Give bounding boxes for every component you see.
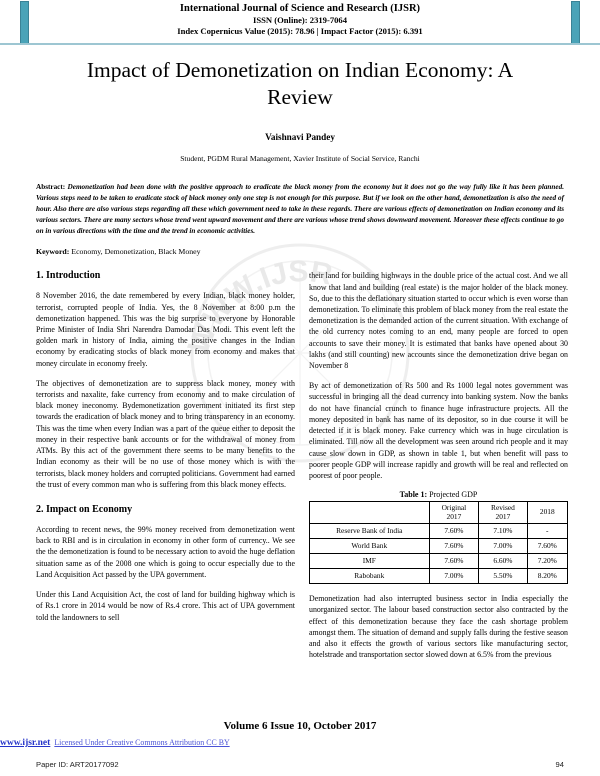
table-header-original-line1: Original: [441, 503, 467, 513]
impact-paragraph-1: According to recent news, the 99% money received from demonetization went back to RBI and is in circulation in economy in other form of currency.. We see the the demonetization is found to be necessary action to avoid the huge deflation situation same as of the 2008 one which is going to occur especially due to the Land Acquisition Act passed by the UPA government.: [36, 525, 295, 579]
cell-original-2017: 7.60%: [429, 524, 479, 539]
journal-issn: ISSN (Online): 2319-7064: [252, 15, 348, 26]
impact-paragraph-2: Under this Land Acquisition Act, the cost of land for building highway which is of Rs.1 crore in 2014 would be now of Rs.4 crore. This act of UPA government told the landowners to sell: [36, 590, 295, 622]
journal-website-link[interactable]: www.ijsr.net: [0, 738, 51, 748]
projected-gdp-table: [309, 501, 568, 584]
intro-paragraph-1: 8 November 2016, the date remembered by every Indian, black money holder, terrorist, corrupted people of India. Yes, the 8 November at 8:00 p.m the demonetization happened. This was the big surprise to everyone by Honorable Prime Minister of India Shri Narendra Damodar Das Modi. This event left the golden mark in history of India, aiming the positive changes in the Indian economy by eradicating stocks of black money from economy and makes that money circulate in economy freely.: [36, 291, 295, 368]
cell-revised-2017: 5.50%: [479, 569, 527, 584]
keywords-text: Economy, Demonetization, Black Money: [69, 247, 201, 257]
cell-institution: IMF: [310, 554, 430, 569]
intro-paragraph-2: The objectives of demonetization are to suppress black money, money with terrorists and naxalite, fake currency from economy and to make circulation of black money ineconomy. Bydemonetization government initiated its first step towards the eradication of black money and to bring transparency in an economy. This was the time when every Indian was a part of the queue either to deposit the money in their respective bank accounts or for the withdrawal of money from ATMs. By this act of the government there seems to be many benefits to the Indian economy as their will be no use of those money which is with the terrorists, black money holders and corrupted politicians. Government had earned the trust of every common man who is suffering from this black money effects.: [36, 378, 295, 489]
page-title: Impact of Demonetization on Indian Economy: A Review: [86, 58, 514, 109]
cell-revised-2017: 6.60%: [479, 554, 527, 569]
cell-revised-2017: 7.00%: [479, 539, 527, 554]
journal-name: International Journal of Science and Research (IJSR): [179, 3, 421, 14]
masthead: [0, 0, 600, 46]
table-header-2018: 2018: [527, 502, 567, 524]
table-row: [310, 539, 568, 554]
table-header-institution: [310, 502, 430, 524]
cell-institution: World Bank: [310, 539, 430, 554]
cell-original-2017: 7.60%: [429, 554, 479, 569]
right-column: [309, 270, 568, 700]
cell-revised-2017: 7.10%: [479, 524, 527, 539]
cell-2018: 8.20%: [527, 569, 567, 584]
table-header-revised-line2: 2017: [495, 511, 511, 521]
cell-institution: Reserve Bank of India: [310, 524, 430, 539]
masthead-text-block: [0, 3, 600, 36]
section-heading-impact-on-economy: 2. Impact on Economy: [36, 504, 133, 516]
footer-meta-row: [36, 760, 564, 769]
cell-2018: 7.60%: [527, 539, 567, 554]
cell-2018: -: [527, 524, 567, 539]
abstract-label: Abstract:: [36, 183, 66, 192]
abstract-text: Demonetization had been done with the positive approach to eradicate the black money from the economy but it does not go the way fully like it has been planned. Various steps need to be taken to eradicate stock of black money only one step is not enough for this purpose. But if we look on the other hand, demonetization is also the need of hour. Also there are also various steps regarding all these which government need to take in these regards. There are various effects of demonetization on Indian economy and its various sectors. There are many sectors whose trend went upward movement and there are various whose trend shows downward movement. Moreover these effects continue to go on in various directions with the time and the trend in economic activities.: [36, 183, 564, 235]
table-header-row: [310, 502, 568, 524]
right-paragraph-2: By act of demonetization of Rs 500 and Rs 1000 legal notes government was successful in bringing all the dead currency into banking system. Now the banks do not have financial crunch to finance huge infrastructure projects. All the money deposited in bank has name of its depositor, so in due course it will be detected if it is black money. Fake currency which was in huge circulation is eliminated. Till now all the development was seen around rich people and it may cause slow down in GDP, as shown in table 1, but when benefit will pass to poorer people GDP will increase rapidly and growth will be real and reflected on poorest of poor people.: [309, 381, 568, 481]
two-column-body: [36, 270, 568, 700]
right-paragraph-3: Demonetization had also interrupted business sector in India especially the unorganized sector. The labour based construction sector also contracted by the effect of this demonetization because they face the cash shortage problem amongst them. The situation of demand and supply falls during the festive season and also it effects the growth of various sectors like manufacturing sector, hotelstrade and transportation sector slowed down at 6.5% from the previous: [309, 594, 568, 660]
cell-original-2017: 7.00%: [429, 569, 479, 584]
section-heading-introduction: 1. Introduction: [36, 270, 101, 282]
keywords-line: [36, 247, 564, 256]
author-name: Vaishnavi Pandey: [265, 132, 335, 143]
license-link[interactable]: Licensed Under Creative Commons Attribution CC BY: [54, 738, 230, 747]
table-header: [310, 502, 568, 524]
right-paragraph-1: their land for building highways in the double price of the actual cost. And we all know that land and building (real estate) is the major holder of the black money. So, due to this the deflationary situation started to occur which is even worse than demonetization. To eliminate this problem of black money from the real estate the demonetization is the demanded action of the current situation. With exchange of the old currency notes coming to an end, many people are forced to open accounts to save their money. It is estimated that banks have opened about 30 lakhs (and still counting) new accounts since the demonetization drive began on November 8: [309, 271, 568, 371]
author-affiliation: Student, PGDM Rural Management, Xavier Institute of Social Service, Ranchi: [180, 154, 420, 164]
abstract-paragraph: [36, 182, 564, 236]
cell-2018: 7.20%: [527, 554, 567, 569]
masthead-accent-bar-right: [571, 1, 580, 44]
table-header-revised-line1: Revised: [491, 503, 515, 513]
keywords-label: Keyword:: [36, 247, 70, 257]
page-footer: [0, 720, 600, 776]
cell-original-2017: 7.60%: [429, 539, 479, 554]
page-number: 94: [555, 760, 564, 769]
left-column: [36, 270, 295, 700]
masthead-accent-bar-left: [20, 1, 29, 44]
watermark-text: WWW.IJSR: [181, 254, 335, 359]
volume-issue-line: Volume 6 Issue 10, October 2017: [223, 720, 377, 732]
table-caption: [309, 490, 568, 499]
paper-id: Paper ID: ART20177092: [36, 760, 119, 769]
table-body: [310, 524, 568, 584]
table-header-original-line2: 2017: [446, 511, 462, 521]
abstract-section: [36, 182, 564, 256]
journal-metrics: Index Copernicus Value (2015): 78.96 | Impact Factor (2015): 6.391: [177, 25, 423, 36]
masthead-divider: [0, 43, 600, 45]
table-caption-label: Table 1:: [399, 490, 428, 500]
table-header-original-2017: [429, 502, 479, 524]
table-row: [310, 524, 568, 539]
table-caption-text: Projected GDP: [427, 490, 478, 500]
table-header-revised-2017: [479, 502, 527, 524]
table-row: [310, 569, 568, 584]
table-row: [310, 554, 568, 569]
cell-institution: Rabobank: [310, 569, 430, 584]
